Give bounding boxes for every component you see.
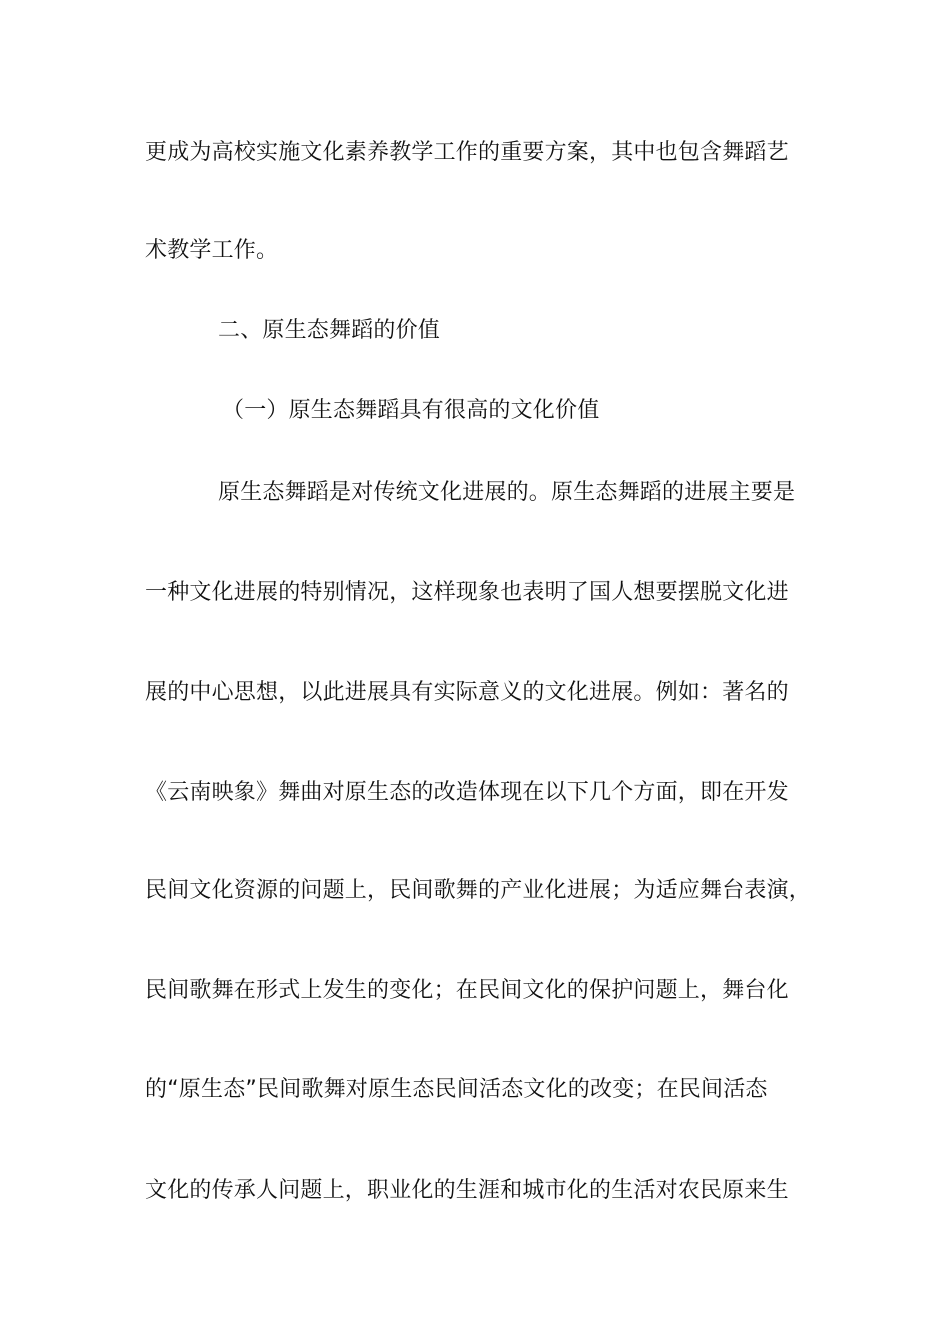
paragraph-line-3: 原生态舞蹈是对传统文化进展的。原生态舞蹈的进展主要是 [218, 480, 796, 505]
paragraph-line-8: 民间歌舞在形式上发生的变化；在民间文化的保护问题上，舞台化 [145, 978, 789, 1003]
subsection-heading: （一）原生态舞蹈具有很高的文化价值 [222, 398, 600, 423]
paragraph-line-9: 的“原生态”民间歌舞对原生态民间活态文化的改变；在民间活态 [145, 1077, 768, 1102]
paragraph-line-7: 民间文化资源的问题上，民间歌舞的产业化进展；为适应舞台表演， [145, 878, 812, 903]
paragraph-line-4: 一种文化进展的特别情况，这样现象也表明了国人想要摆脱文化进 [145, 580, 789, 605]
paragraph-line-10: 文化的传承人问题上，职业化的生涯和城市化的生活对农民原来生 [145, 1178, 789, 1203]
paragraph-line-1: 更成为高校实施文化素养教学工作的重要方案，其中也包含舞蹈艺 [145, 140, 789, 165]
paragraph-line-2: 术教学工作。 [145, 238, 279, 263]
section-heading: 二、原生态舞蹈的价值 [218, 318, 441, 343]
paragraph-line-6: 《云南映象》舞曲对原生态的改造体现在以下几个方面，即在开发 [145, 780, 789, 805]
paragraph-line-5: 展的中心思想，以此进展具有实际意义的文化进展。例如：著名的 [145, 680, 789, 705]
